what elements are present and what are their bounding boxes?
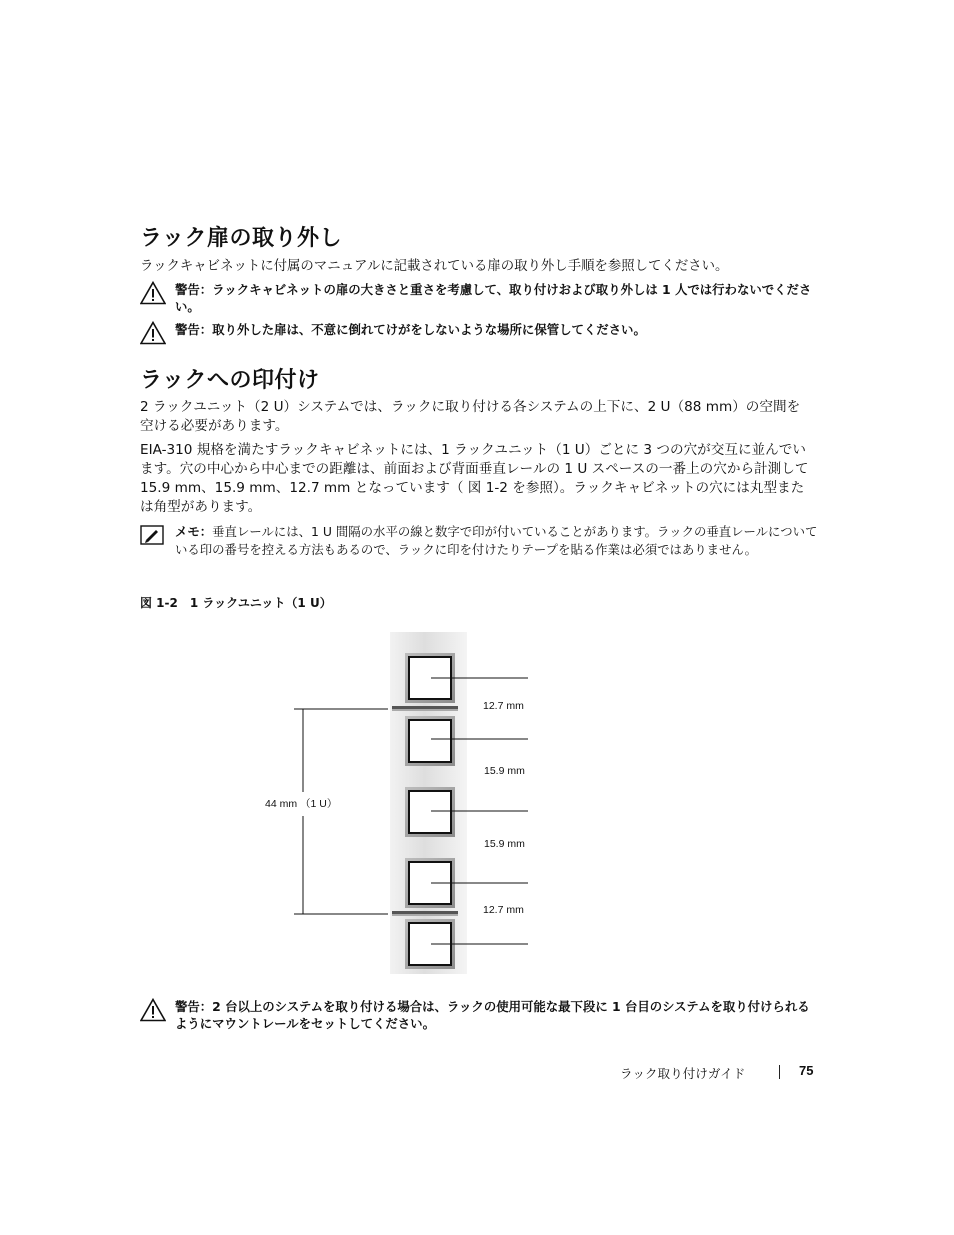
note-label: メモ：	[175, 524, 213, 539]
warning-label: 警告：	[175, 282, 213, 297]
marking-paragraph-2: EIA-310 規格を満たすラックキャビネットには、1 ラックユニット（1 U）ごとに 3 つの穴が交互に並んでいます。穴の中心から中心までの距離は、前面および背面垂直レールの 1 U スペースの一番上の穴から計測して 15.9 mm、15.9 mm、12.7 mm となっています（ 図 1-2 を参照）。ラックキャビネットの穴には丸型または角型があります。	[140, 442, 809, 515]
warning-text: ラックキャビネットの扉の大きさと重さを考慮して、取り付けおよび取り外しは 1 人では行わないでください。	[175, 282, 812, 314]
warning-icon	[140, 281, 166, 305]
note-rail-markings	[140, 523, 820, 577]
rack-unit-figure	[250, 628, 550, 980]
section-title-remove-door: ラック扉の取り外し	[140, 226, 343, 251]
warning-text: 取り外した扉は、不意に倒れてけがをしないような場所に保管してください。	[212, 322, 646, 337]
warning-icon	[140, 321, 166, 345]
unit-height-label: 44 mm （1 U）	[265, 798, 338, 810]
rack-hole	[405, 716, 455, 766]
warning-text: 2 台以上のシステムを取り付ける場合は、ラックの使用可能な最下段に 1 台目のシステムを取り付けられるようにマウントレールをセットしてください。	[175, 999, 810, 1031]
unit-boundary-mark	[392, 911, 458, 916]
section-title-marking-rack: ラックへの印付け	[140, 368, 320, 393]
warning-door-weight	[140, 281, 820, 317]
warning-mount-bottom	[140, 998, 820, 1034]
unit-height-bracket	[294, 709, 388, 914]
warning-store-door	[140, 321, 820, 343]
dimension-label: 12.7 mm	[483, 700, 524, 712]
note-text: 垂直レールには、1 U 間隔の水平の線と数字で印が付いていることがあります。ラックの垂直レールについている印の番号を控える方法もあるので、ラックに印を付けたりテープを貼る作業は必須ではありません。	[175, 524, 818, 557]
dimension-label: 15.9 mm	[484, 838, 525, 850]
unit-boundary-mark	[392, 706, 458, 711]
dimension-label: 12.7 mm	[483, 904, 524, 916]
note-pencil-icon	[140, 525, 164, 545]
marking-paragraph-1: 2 ラックユニット（2 U）システムでは、ラックに取り付ける各システムの上下に、2 U（88 mm）の空間を空ける必要があります。	[140, 399, 801, 434]
rack-hole	[405, 787, 455, 837]
footer-separator	[779, 1065, 780, 1079]
dimension-label: 15.9 mm	[484, 765, 525, 777]
footer-guide-title: ラック取り付けガイド	[620, 1066, 746, 1081]
page-number: 75	[799, 1063, 814, 1078]
figure-caption: 図 1-2 1 ラックユニット（1 U）	[140, 596, 332, 610]
warning-label: 警告：	[175, 999, 213, 1014]
warning-icon	[140, 998, 166, 1022]
warning-label: 警告：	[175, 322, 213, 337]
remove-door-paragraph: ラックキャビネットに付属のマニュアルに記載されている扉の取り外し手順を参照してください。	[140, 259, 729, 274]
